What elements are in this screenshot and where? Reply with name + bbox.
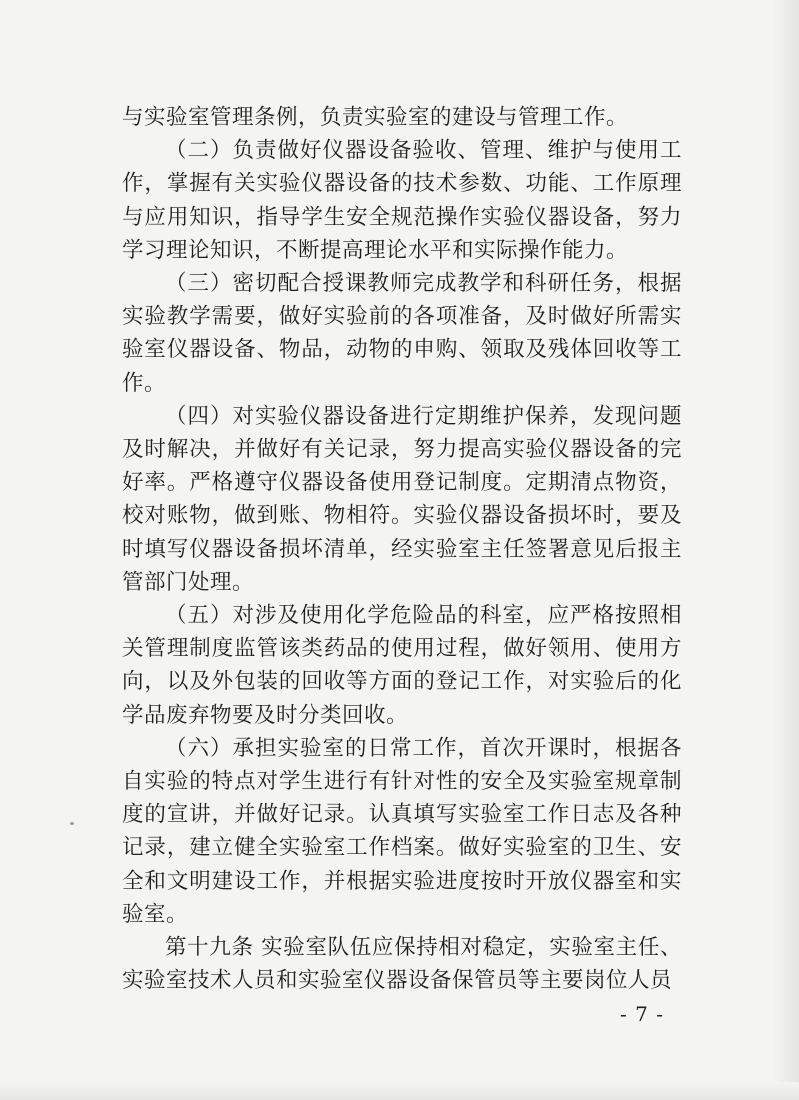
page-edge-shadow <box>773 0 799 1100</box>
page-bottom-shadow <box>0 1082 799 1100</box>
paragraph-item-3: （三）密切配合授课教师完成教学和科研任务，根据实验教学需要，做好实验前的各项准备，及时做好所需实验室仪器设备、物品，动物的申购、领取及残体回收等工作。 <box>122 271 682 396</box>
paragraph-continuation: 与实验室管理条例，负责实验室的建设与管理工作。 <box>122 105 629 130</box>
document-body <box>122 101 682 997</box>
paragraph-item-2: （二）负责做好仪器设备验收、管理、维护与使用工作，掌握有关实验仪器设备的技术参数、功能、工作原理与应用知识，指导学生安全规范操作实验仪器设备，努力学习理论知识，不断提高理论水平和实际操作能力。 <box>122 138 682 263</box>
paragraph-article-19: 第十九条 实验室队伍应保持相对稳定，实验室主任、实验室技术人员和实验室仪器设备保管员等主要岗位人员 <box>122 935 682 994</box>
paragraph-item-6: （六）承担实验室的日常工作，首次开课时，根据各自实验的特点对学生进行有针对性的安全及实验室规章制度的宣讲，并做好记录。认真填写实验室工作日志及各种记录，建立健全实验室工作档案。做好实验室的卫生、安全和文明建设工作，并根据实验进度按时开放仪器室和实验室。 <box>122 735 682 927</box>
scan-speck <box>70 822 74 825</box>
paragraph-item-4: （四）对实验仪器设备进行定期维护保养，发现问题及时解决，并做好有关记录，努力提高实验仪器设备的完好率。严格遵守仪器设备使用登记制度。定期清点物资，校对账物，做到账、物相符。实验仪器设备损坏时，要及时填写仪器设备损坏清单，经实验室主任签署意见后报主管部门处理。 <box>122 403 682 595</box>
page-number: - 7 - <box>620 1002 664 1026</box>
paragraph-item-5: （五）对涉及使用化学危险品的科室，应严格按照相关管理制度监管该类药品的使用过程，做好领用、使用方向，以及外包装的回收等方面的登记工作，对实验后的化学品废弃物要及时分类回收。 <box>122 603 682 728</box>
